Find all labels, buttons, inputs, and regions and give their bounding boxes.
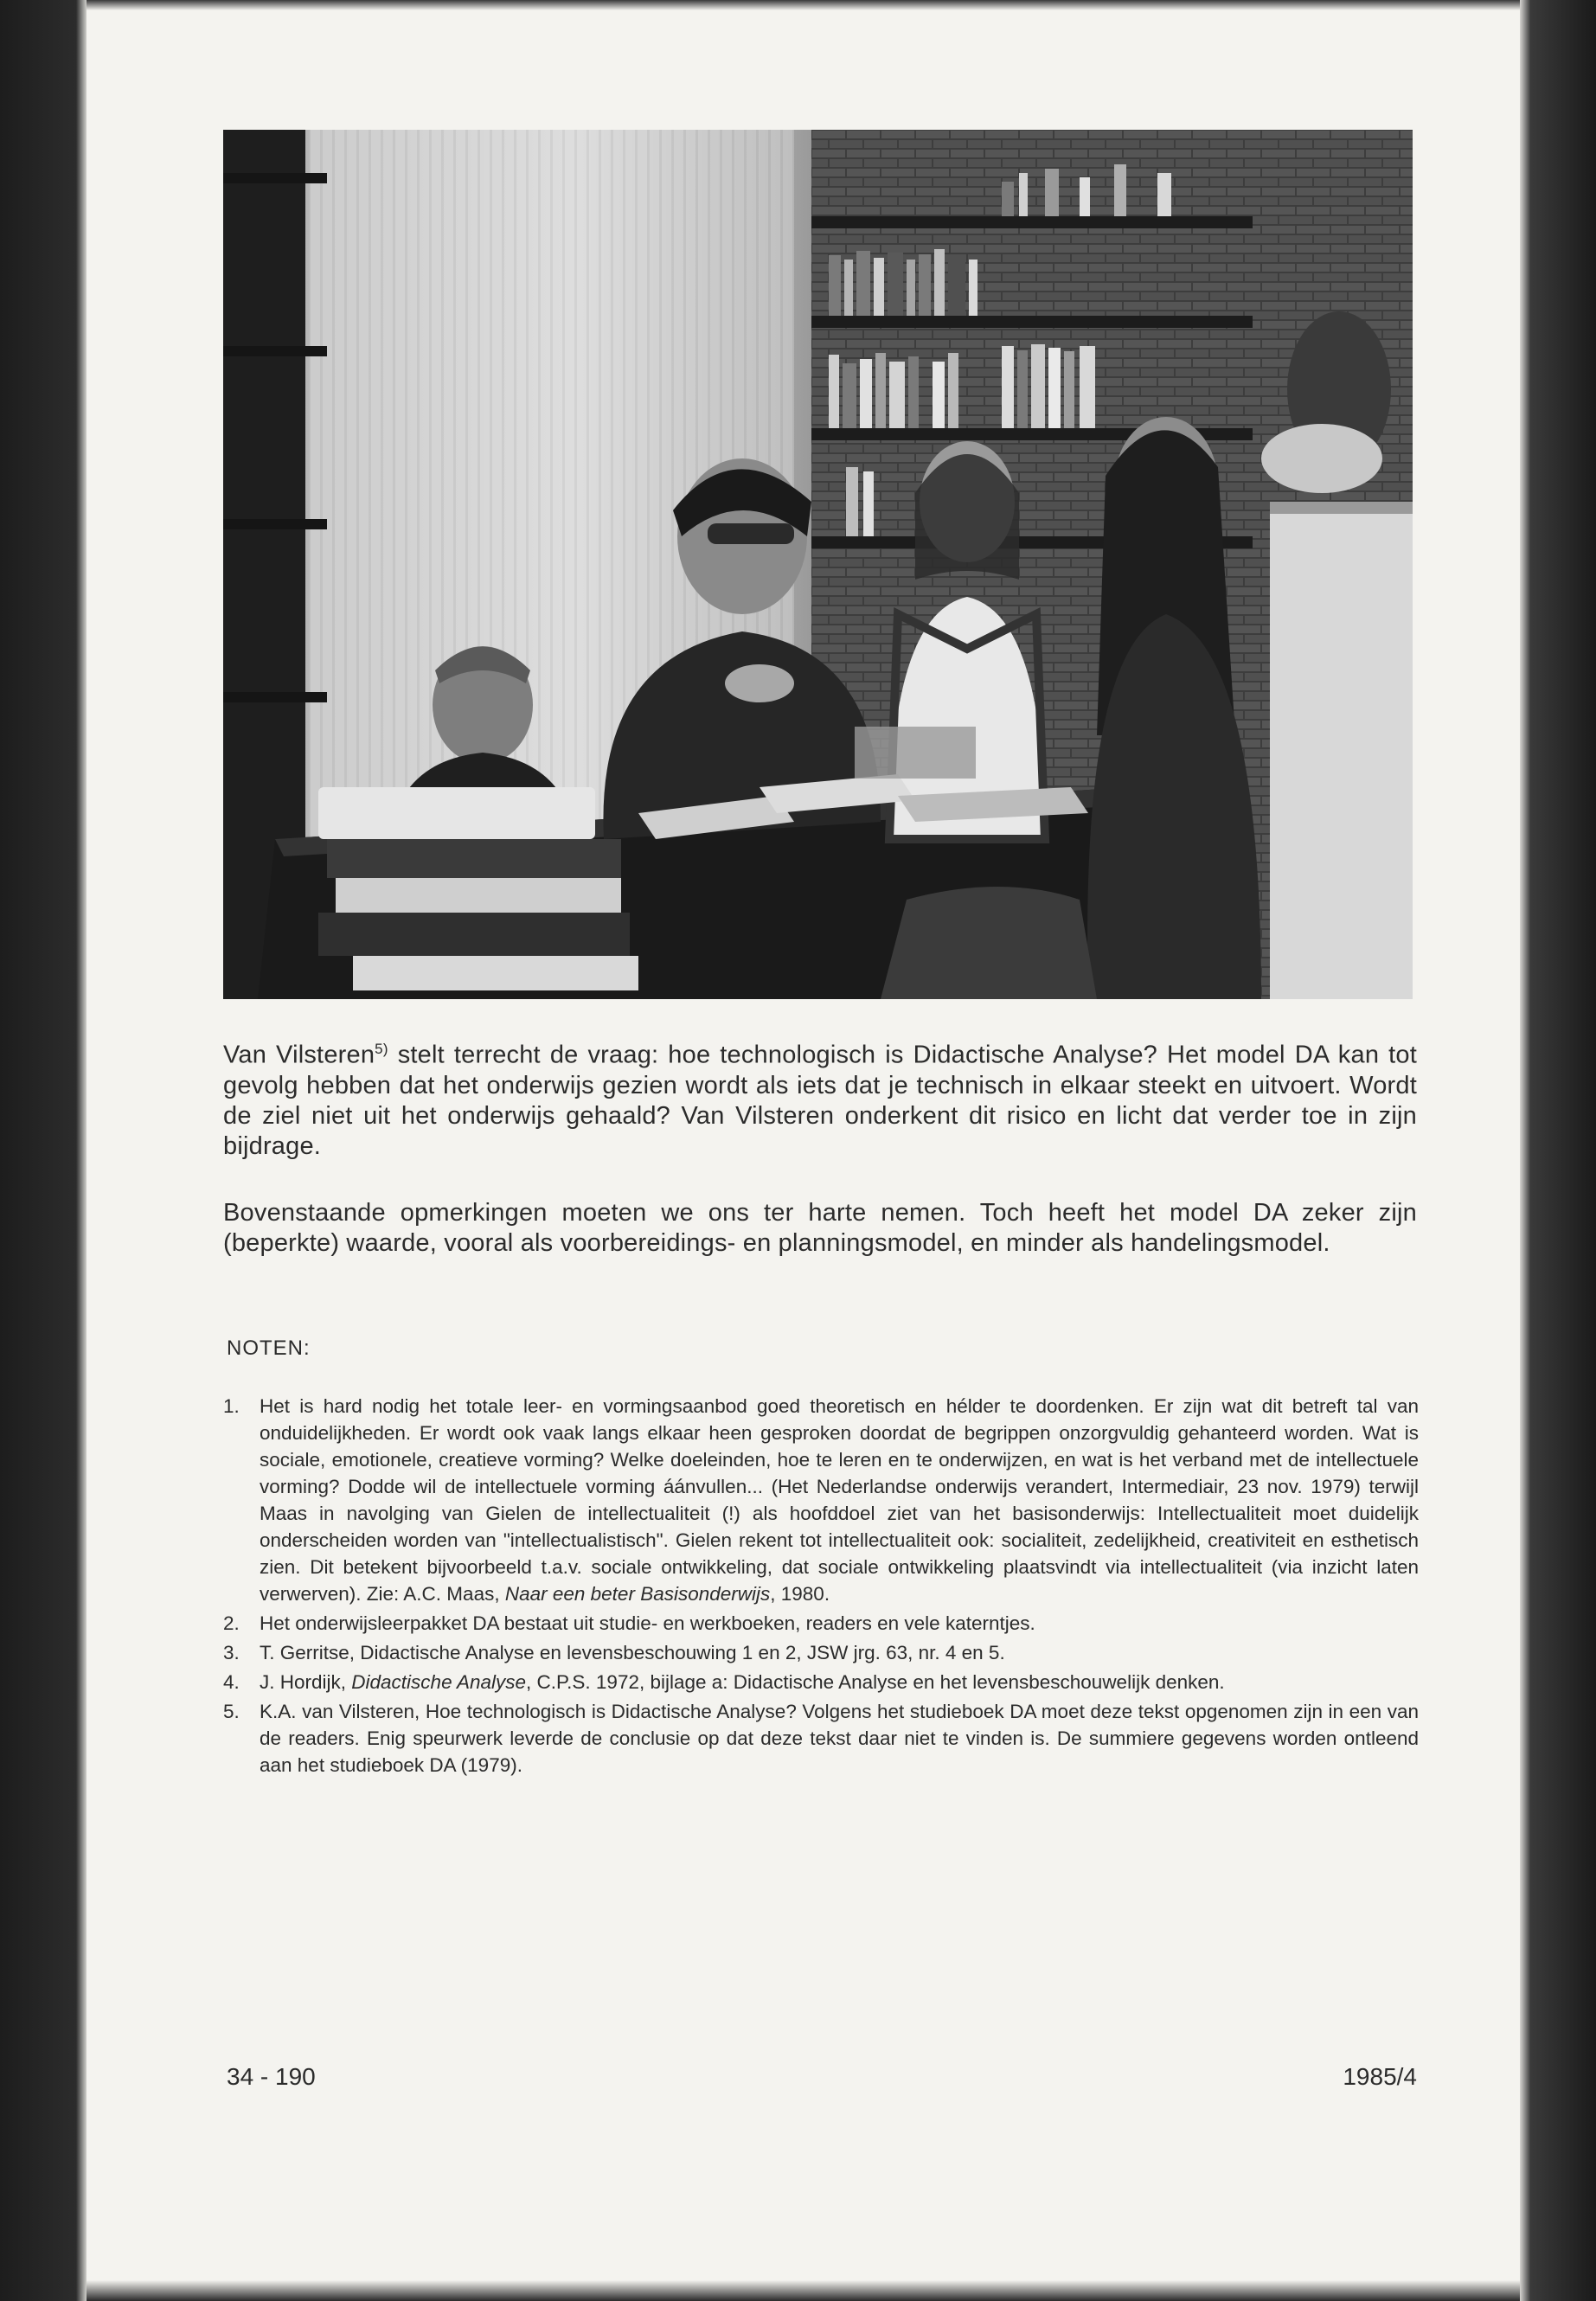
paragraph-1 xyxy=(223,1034,1417,1162)
scan-border-top xyxy=(87,0,1520,10)
note-number: 3. xyxy=(223,1642,240,1663)
note-number: 1. xyxy=(223,1395,240,1417)
scan-border-left xyxy=(0,0,87,2301)
paragraph-1-body: stelt terrecht de vraag: hoe technologisch is Didactische Analyse? Het model DA kan tot gevolg hebben dat het onderwijs gezien wordt als iets dat je technisch in elkaar steekt en uitvoert. Wordt de ziel niet uit het onderwijs gehaald? Van Vilsteren onderkent dit risico en licht dat verder toe in zijn bijdrage. xyxy=(223,1041,1417,1160)
note-text: J. Hordijk, xyxy=(260,1671,352,1693)
scan-border-right xyxy=(1520,0,1596,2301)
note-item xyxy=(223,1698,1419,1779)
footnote-ref-5: 5) xyxy=(375,1041,388,1057)
note-text: T. Gerritse, Didactische Analyse en levensbeschouwing 1 en 2, JSW jrg. 63, nr. 4 en 5. xyxy=(260,1642,1005,1663)
scan-border-bottom xyxy=(87,2280,1520,2301)
classroom-photo xyxy=(223,130,1413,999)
note-text: Het is hard nodig het totale leer- en vormingsaanbod goed theoretisch en hélder te doordenken. Er zijn wat dit betreft tal van onduidelijkheden. Er wordt ook vaak langs elkaar heen gesproken doordat de begrippen onzorgvuldig gehanteerd worden. Wat is sociale, emotionele, creatieve vorming? Welke doeleinden, hoe te leren en te onderwijzen, en wat is het verband met de intellectuele vorming? Dodde wil de intellectuele vorming áánvullen... (Het Nederlandse onderwijs verandert, Intermediair, 23 nov. 1979) terwijl Maas in navolging van Gielen de intellectualiteit (!) als hoofddoel ziet van het basisonderwijs: Intellectualiteit moet duidelijk onderscheiden worden van "intellectualistisch". Gielen rekent tot intellectualiteit ook: socialiteit, zedelijkheid, creativiteit en esthetisch zien. Dit betekent bijvoorbeeld t.a.v. sociale ontwikkeling, dat sociale ontwikkeling plaatsvindt via intellectualiteit (via inzicht laten verwerven). Zie: A.C. Maas, xyxy=(260,1395,1419,1605)
note-title: Didactische Analyse xyxy=(351,1671,527,1693)
note-number: 5. xyxy=(223,1701,240,1722)
notes-heading: NOTEN: xyxy=(227,1336,311,1360)
paragraph-1-lead: Van Vilsteren xyxy=(223,1041,375,1069)
note-item xyxy=(223,1669,1419,1695)
note-text: Het onderwijsleerpakket DA bestaat uit studie- en werkboeken, readers en vele katerntjes. xyxy=(260,1612,1035,1634)
note-item xyxy=(223,1639,1419,1666)
page-number: 34 - 190 xyxy=(227,2063,316,2090)
note-item xyxy=(223,1393,1419,1607)
notes-list xyxy=(223,1393,1419,1781)
note-item xyxy=(223,1610,1419,1637)
issue-number: 1985/4 xyxy=(1343,2063,1417,2090)
note-tail: , 1980. xyxy=(770,1583,830,1605)
paragraph-2: Bovenstaande opmerkingen moeten we ons ter harte nemen. Toch heeft het model DA zeker zijn (beperkte) waarde, vooral als voorbereidings- en planningsmodel, en minder als handelingsmodel. xyxy=(223,1199,1417,1257)
note-title: Naar een beter Basisonderwijs xyxy=(504,1583,771,1605)
note-number: 2. xyxy=(223,1612,240,1634)
note-text: K.A. van Vilsteren, Hoe technologisch is Didactische Analyse? Volgens het studieboek DA moet deze tekst opgenomen zijn in een van de readers. Enig speurwerk leverde de conclusie op dat deze tekst daar niet te vinden is. De summiere gegevens worden ontleend aan het studieboek DA (1979). xyxy=(260,1701,1419,1776)
note-number: 4. xyxy=(223,1671,240,1693)
photo-illustration xyxy=(223,130,1413,999)
note-tail: , C.P.S. 1972, bijlage a: Didactische Analyse en het levensbeschouwelijk denken. xyxy=(526,1671,1225,1693)
